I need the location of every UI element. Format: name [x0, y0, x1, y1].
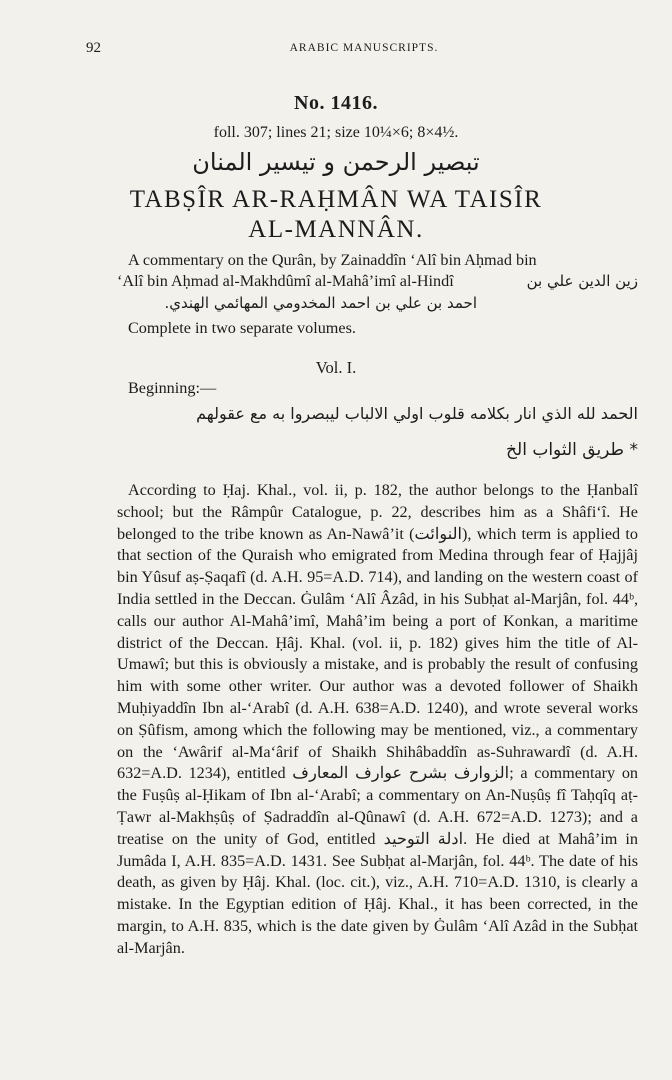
beginning-arabic-line-2: * طريق الثواب الخ: [506, 440, 638, 460]
beginning-label: Beginning:—: [128, 379, 217, 397]
body-paragraph: According to Ḥaj. Khal., vol. ii, p. 182, the author belongs to the Ḥanbalî school; but the Râmpûr Catalogue, p. 22, describes him as a Shâfi‘î. He belonged to the tribe known as An-Nawâ’it (النوائت), which term is applied to that section of the Quraish who emigrated from Medina through fear of Ḥajjâj bin Yûsuf aṣ-Ṣaqafî (d. A.H. 95=A.D. 714), and landing on the western coast of India settled in the Deccan. Ġulâm ‘Alî Âzâd, in his Subḥat al-Marjân, fol. 44ᵇ, calls our author Al-Mahâ’imî, Mahâ’im being a port of Konkan, a maritime district of the Deccan. Ḥâj. Khal. (vol. ii, p. 182) gives him the title of Al-Umawî; but this is obviously a mistake, and is probably the result of confusing him with some other writer. Our author was a devoted follower of Shaikh Muḥiyaddîn Ibn al-‘Arabî (d. A.H. 638=A.D. 1240), and wrote several works on Ṣûfism, among which the following may be mentioned, viz., a commentary on the ‘Awârif al-Ma‘ârif of Shaikh Shihâbaddîn as-Suhrawardî (d. A.H. 632=A.D. 1234), entitled الزوارف بشرح عوارف المعارف; a commentary on the Fuṣûṣ al-Ḥikam of Ibn al-‘Arabî; a commentary on An-Nuṣûṣ fî Taḥqîq aṭ-Ṭawr al-Makhṣûṣ of Ṣadraddîn al-Qûnawî (d. A.H. 672=A.D. 1273); and a treatise on the unity of God, entitled ادلة التوحيد. He died at Mahâ’im in Jumâda I, A.H. 835=A.D. 1431. See Subḥat al-Marjân, fol. 44ᵇ. The date of his death, as given by Ḥâj. Khal. (loc. cit.), viz., A.H. 710=A.D. 1310, is clearly a mistake. In the Egyptian edition of Ḥâj. Khal., it has been corrected, in the margin, to A.H. 835, which is the date given by Ġulâm ‘Alî Azâd in the Subḥat al-Marjân.: [117, 481, 639, 957]
folio-details: foll. 307; lines 21; size 10¼×6; 8×4½.: [213, 124, 459, 141]
page-header: [86, 40, 642, 60]
entry-number: No. 1416.: [294, 92, 378, 114]
complete-note: Complete in two separate volumes.: [128, 319, 356, 337]
description-line-1: A commentary on the Qurân, by Zainaddîn ‘Alî bin Aḥmad bin: [128, 251, 537, 269]
description-line-2: [0, 271, 672, 291]
arabic-title: تبصير الرحمن و تيسير المنان: [192, 148, 480, 176]
beginning-arabic-line-1: الحمد لله الذي انار بكلامه قلوب اولي الالباب ليبصروا به مع عقولهم: [196, 404, 638, 423]
description-line-2-english: ‘Alî bin Aḥmad al-Makhdûmî al-Mahâ’imî al-Hindî: [117, 272, 454, 290]
description-line-3-arabic: احمد بن علي بن احمد المخدومي المهائمي الهندي.: [164, 294, 477, 312]
title-line-1: TABṢÎR AR-RAḤMÂN WA TAISÎR: [129, 186, 543, 213]
description-line-2-arabic: زين الدين علي بن: [526, 272, 638, 290]
volume-label: Vol. I.: [315, 358, 357, 377]
title-line-2: AL-MANNÂN.: [248, 216, 424, 243]
running-head: ARABIC MANUSCRIPTS.: [289, 42, 439, 54]
page-number: 92: [86, 40, 101, 56]
